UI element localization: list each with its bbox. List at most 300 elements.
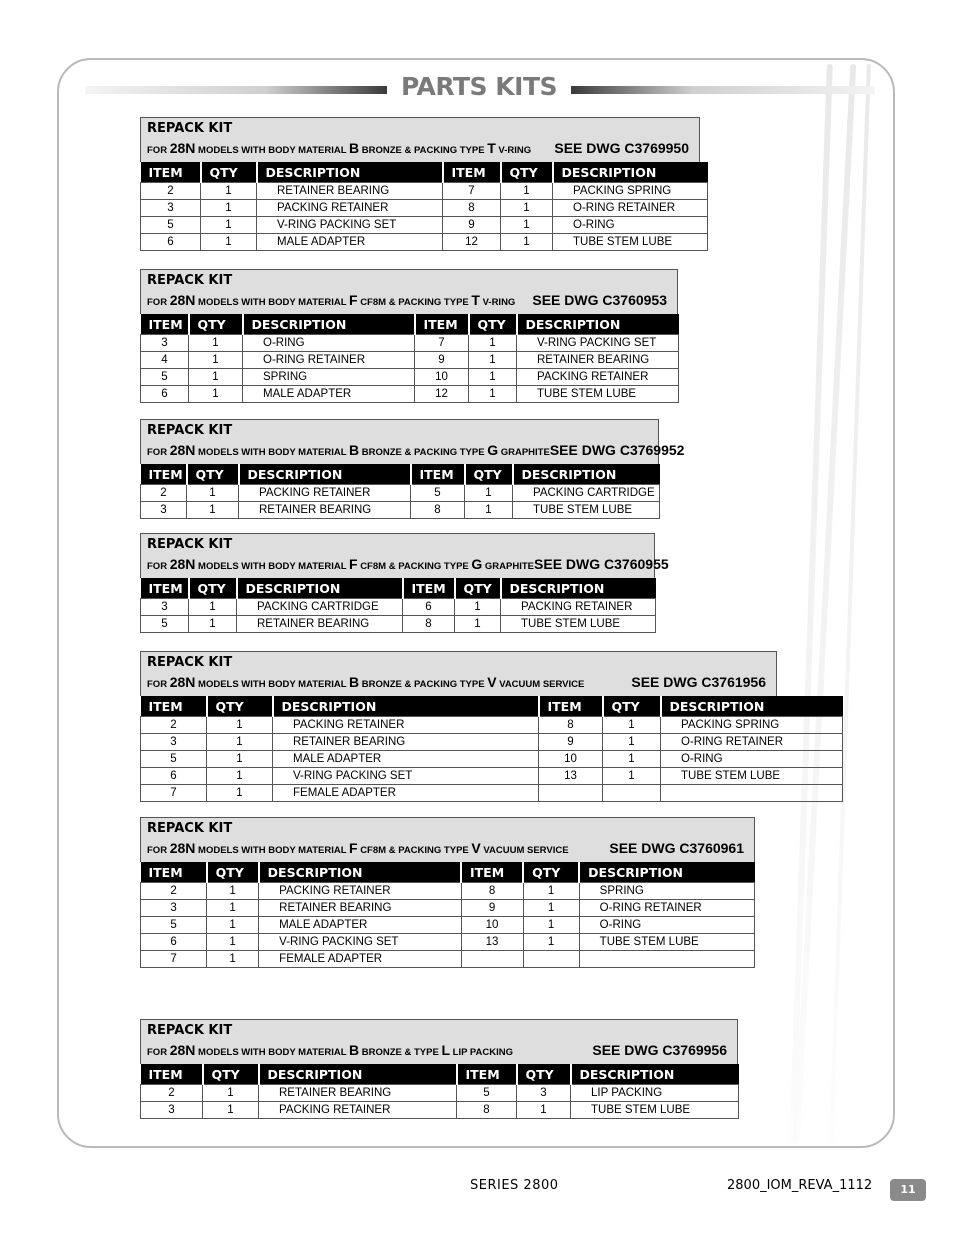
- footer-document-code: 2800_IOM_REVA_1112: [727, 1178, 873, 1193]
- title-band: [85, 72, 875, 106]
- kit-body-material: B: [348, 140, 360, 156]
- table-row: [141, 200, 708, 217]
- repack-kit-table: [140, 419, 685, 519]
- table-cell: 3: [141, 200, 201, 217]
- column-header: QTY: [189, 314, 243, 335]
- table-cell: TUBE STEM LUBE: [579, 934, 754, 951]
- kit-header: [140, 117, 700, 162]
- table-cell: 6: [141, 934, 207, 951]
- column-header: QTY: [187, 464, 239, 485]
- column-header: ITEM: [141, 162, 201, 183]
- table-cell: 1: [469, 335, 517, 352]
- table-cell: 1: [603, 768, 661, 785]
- table-cell: RETAINER BEARING: [237, 616, 403, 633]
- kit-packing-type: V: [487, 674, 497, 690]
- kit-drawing-ref: SEE DWG C3760953: [532, 292, 667, 308]
- table-cell: SPRING: [243, 369, 415, 386]
- table-cell: TUBE STEM LUBE: [553, 234, 708, 251]
- table-cell: 10: [539, 751, 603, 768]
- table-cell: 10: [415, 369, 469, 386]
- table-cell: 1: [501, 234, 553, 251]
- table-cell: [579, 951, 754, 968]
- table-cell: 9: [539, 734, 603, 751]
- column-header: DESCRIPTION: [237, 578, 403, 599]
- table-cell: 1: [469, 352, 517, 369]
- table-row: [141, 183, 708, 200]
- kit-for: FOR: [147, 679, 168, 690]
- table-cell: 1: [465, 485, 513, 502]
- table-cell: [539, 785, 603, 802]
- kit-title: REPACK KIT: [147, 821, 233, 836]
- table-cell: O-RING: [661, 751, 843, 768]
- table-cell: RETAINER BEARING: [273, 734, 539, 751]
- column-header: ITEM: [443, 162, 501, 183]
- column-header: DESCRIPTION: [553, 162, 708, 183]
- kit-subtitle: [147, 292, 671, 314]
- table-cell: O-RING RETAINER: [553, 200, 708, 217]
- table-cell: PACKING RETAINER: [259, 1102, 457, 1119]
- column-header: QTY: [523, 862, 579, 883]
- page-number-badge: 11: [890, 1179, 926, 1201]
- column-header: DESCRIPTION: [273, 696, 539, 717]
- column-header: DESCRIPTION: [513, 464, 660, 485]
- kit-description: [147, 556, 534, 572]
- kit-body-text: MODELS WITH BODY MATERIAL: [198, 845, 347, 856]
- table-cell: PACKING RETAINER: [257, 200, 443, 217]
- kit-packing-type: T: [487, 140, 496, 156]
- table-cell: O-RING: [553, 217, 708, 234]
- table-row: [141, 717, 843, 734]
- kit-packing-type: G: [487, 442, 499, 458]
- column-header: ITEM: [539, 696, 603, 717]
- table-cell: 6: [403, 599, 455, 616]
- kit-packing-text: BRONZE & PACKING TYPE: [361, 145, 485, 156]
- column-header: DESCRIPTION: [579, 862, 754, 883]
- table-cell: 1: [201, 200, 257, 217]
- table-cell: 1: [517, 1102, 571, 1119]
- footer-series: SERIES 2800: [470, 1178, 559, 1193]
- table-cell: MALE ADAPTER: [259, 917, 461, 934]
- kit-subtitle: [147, 442, 685, 464]
- kit-packing-name: VACUUM SERVICE: [483, 845, 569, 856]
- kit-body-text: MODELS WITH BODY MATERIAL: [198, 561, 347, 572]
- table-cell: 7: [415, 335, 469, 352]
- table-cell: 1: [501, 200, 553, 217]
- kit-packing-text: BRONZE & PACKING TYPE: [361, 679, 485, 690]
- table-header-row: [141, 464, 660, 485]
- column-header: ITEM: [415, 314, 469, 335]
- kit-for: FOR: [147, 845, 168, 856]
- table-cell: SPRING: [579, 883, 754, 900]
- table-cell: 8: [443, 200, 501, 217]
- kit-for: FOR: [147, 297, 168, 308]
- table-cell: O-RING RETAINER: [243, 352, 415, 369]
- kit-packing-text: BRONZE & TYPE: [361, 1047, 439, 1058]
- table-cell: 1: [207, 900, 259, 917]
- table-cell: V-RING PACKING SET: [273, 768, 539, 785]
- kit-description: [147, 840, 569, 856]
- table-row: [141, 335, 679, 352]
- table-cell: 9: [461, 900, 523, 917]
- column-header: ITEM: [141, 1064, 203, 1085]
- table-cell: 5: [141, 616, 189, 633]
- kit-body-text: MODELS WITH BODY MATERIAL: [198, 297, 347, 308]
- kit-body-material: F: [348, 840, 358, 856]
- column-header: QTY: [207, 696, 273, 717]
- table-cell: TUBE STEM LUBE: [501, 616, 656, 633]
- column-header: ITEM: [403, 578, 455, 599]
- column-header: QTY: [189, 578, 237, 599]
- title-bar-right: [571, 86, 875, 94]
- table-cell: 1: [207, 917, 259, 934]
- table-cell: PACKING CARTRIDGE: [513, 485, 660, 502]
- table-cell: 1: [455, 616, 501, 633]
- kit-subtitle: [147, 674, 770, 696]
- column-header: DESCRIPTION: [259, 1064, 457, 1085]
- table-row: [141, 1085, 739, 1102]
- table-cell: 1: [207, 934, 259, 951]
- kit-packing-name: GRAPHITE: [500, 447, 550, 458]
- table-row: [141, 951, 755, 968]
- kit-body-material: B: [348, 674, 360, 690]
- kit-header: [140, 817, 755, 862]
- table-cell: LIP PACKING: [571, 1085, 739, 1102]
- table-cell: 1: [189, 386, 243, 403]
- table-cell: RETAINER BEARING: [259, 900, 461, 917]
- kit-body-text: MODELS WITH BODY MATERIAL: [198, 1047, 347, 1058]
- table-cell: V-RING PACKING SET: [257, 217, 443, 234]
- kit-body-text: MODELS WITH BODY MATERIAL: [198, 145, 347, 156]
- table-cell: 3: [141, 734, 207, 751]
- table-cell: MALE ADAPTER: [273, 751, 539, 768]
- parts-table: [140, 1064, 739, 1119]
- kit-packing-text: CF8M & PACKING TYPE: [360, 297, 469, 308]
- kit-subtitle: [147, 140, 693, 162]
- repack-kit-table: [140, 817, 755, 968]
- table-cell: 1: [455, 599, 501, 616]
- kit-for: FOR: [147, 1047, 168, 1058]
- table-header-row: [141, 1064, 739, 1085]
- column-header: DESCRIPTION: [501, 578, 656, 599]
- table-cell: 2: [141, 183, 201, 200]
- repack-kit-table: [140, 533, 669, 633]
- table-cell: TUBE STEM LUBE: [517, 386, 679, 403]
- table-cell: 6: [141, 386, 189, 403]
- kit-title: REPACK KIT: [147, 1023, 233, 1038]
- column-header: DESCRIPTION: [243, 314, 415, 335]
- table-cell: [661, 785, 843, 802]
- table-cell: 8: [403, 616, 455, 633]
- table-cell: 5: [457, 1085, 517, 1102]
- table-header-row: [141, 578, 656, 599]
- table-cell: TUBE STEM LUBE: [661, 768, 843, 785]
- table-row: [141, 768, 843, 785]
- table-row: [141, 1102, 739, 1119]
- kit-packing-text: CF8M & PACKING TYPE: [360, 561, 469, 572]
- table-cell: 1: [523, 900, 579, 917]
- kit-for: FOR: [147, 447, 168, 458]
- table-row: [141, 352, 679, 369]
- table-header-row: [141, 862, 755, 883]
- table-cell: 1: [201, 234, 257, 251]
- kit-drawing-ref: SEE DWG C3769956: [592, 1042, 727, 1058]
- kit-model: 28N: [169, 556, 196, 572]
- column-header: DESCRIPTION: [517, 314, 679, 335]
- table-cell: 1: [501, 183, 553, 200]
- repack-kit-table: [140, 269, 678, 403]
- kit-header: [140, 1019, 738, 1064]
- column-header: QTY: [501, 162, 553, 183]
- table-cell: 6: [141, 768, 207, 785]
- table-cell: 5: [411, 485, 465, 502]
- kit-header: [140, 533, 669, 578]
- table-cell: 1: [207, 734, 273, 751]
- kit-drawing-ref: SEE DWG C3761956: [631, 674, 766, 690]
- table-cell: 1: [207, 768, 273, 785]
- column-header: QTY: [203, 1064, 259, 1085]
- column-header: DESCRIPTION: [257, 162, 443, 183]
- kit-drawing-ref: SEE DWG C3769950: [554, 140, 689, 156]
- column-header: ITEM: [141, 696, 207, 717]
- table-cell: 1: [469, 369, 517, 386]
- table-cell: RETAINER BEARING: [259, 1085, 457, 1102]
- parts-table: [140, 314, 679, 403]
- table-cell: 12: [415, 386, 469, 403]
- table-cell: 12: [443, 234, 501, 251]
- table-cell: 13: [461, 934, 523, 951]
- table-row: [141, 217, 708, 234]
- title-bar-left: [85, 86, 387, 94]
- table-cell: 1: [189, 369, 243, 386]
- kit-header: [140, 651, 777, 696]
- table-row: [141, 785, 843, 802]
- column-header: QTY: [469, 314, 517, 335]
- table-cell: 1: [523, 883, 579, 900]
- table-cell: 3: [517, 1085, 571, 1102]
- kit-drawing-ref: SEE DWG C3760961: [609, 840, 744, 856]
- kit-title: REPACK KIT: [147, 423, 233, 438]
- table-header-row: [141, 314, 679, 335]
- table-cell: 4: [141, 352, 189, 369]
- kit-packing-type: V: [471, 840, 481, 856]
- column-header: ITEM: [141, 464, 187, 485]
- parts-table: [140, 578, 656, 633]
- table-cell: MALE ADAPTER: [257, 234, 443, 251]
- kit-packing-name: VACUUM SERVICE: [499, 679, 585, 690]
- table-row: [141, 934, 755, 951]
- kit-body-material: F: [348, 556, 358, 572]
- column-header: ITEM: [141, 578, 189, 599]
- table-row: [141, 751, 843, 768]
- kit-for: FOR: [147, 145, 168, 156]
- table-cell: O-RING: [579, 917, 754, 934]
- table-cell: 6: [141, 234, 201, 251]
- kit-header: [140, 419, 685, 464]
- table-row: [141, 734, 843, 751]
- table-cell: 1: [603, 734, 661, 751]
- column-header: QTY: [465, 464, 513, 485]
- table-cell: V-RING PACKING SET: [259, 934, 461, 951]
- table-cell: O-RING RETAINER: [579, 900, 754, 917]
- kit-packing-name: GRAPHITE: [484, 561, 535, 572]
- table-cell: 2: [141, 1085, 203, 1102]
- repack-kit-table: [140, 117, 700, 251]
- table-row: [141, 599, 656, 616]
- table-cell: 10: [461, 917, 523, 934]
- parts-table: [140, 696, 843, 802]
- kit-description: [147, 674, 584, 690]
- table-cell: [603, 785, 661, 802]
- table-row: [141, 234, 708, 251]
- table-cell: 3: [141, 335, 189, 352]
- table-cell: 3: [141, 599, 189, 616]
- table-cell: TUBE STEM LUBE: [571, 1102, 739, 1119]
- column-header: QTY: [207, 862, 259, 883]
- table-cell: O-RING: [243, 335, 415, 352]
- table-cell: 1: [465, 502, 513, 519]
- table-cell: 13: [539, 768, 603, 785]
- repack-kit-table: [140, 1019, 738, 1119]
- table-cell: FEMALE ADAPTER: [273, 785, 539, 802]
- table-cell: 1: [501, 217, 553, 234]
- table-cell: MALE ADAPTER: [243, 386, 415, 403]
- table-cell: 7: [141, 785, 207, 802]
- table-cell: 1: [189, 616, 237, 633]
- table-cell: RETAINER BEARING: [257, 183, 443, 200]
- table-row: [141, 900, 755, 917]
- column-header: QTY: [603, 696, 661, 717]
- table-cell: 1: [201, 183, 257, 200]
- column-header: ITEM: [461, 862, 523, 883]
- table-cell: 1: [187, 502, 239, 519]
- repack-kit-table: [140, 651, 784, 802]
- column-header: QTY: [455, 578, 501, 599]
- kit-subtitle: [147, 1042, 731, 1064]
- kit-packing-type: T: [471, 292, 480, 308]
- table-cell: 5: [141, 751, 207, 768]
- kit-body-material: B: [348, 442, 360, 458]
- table-cell: 1: [523, 917, 579, 934]
- table-cell: 5: [141, 217, 201, 234]
- table-row: [141, 917, 755, 934]
- table-cell: 1: [203, 1102, 259, 1119]
- table-cell: 1: [603, 751, 661, 768]
- kit-packing-text: CF8M & PACKING TYPE: [360, 845, 469, 856]
- table-cell: PACKING RETAINER: [517, 369, 679, 386]
- column-header: DESCRIPTION: [239, 464, 411, 485]
- kit-for: FOR: [147, 561, 168, 572]
- table-cell: 8: [461, 883, 523, 900]
- table-cell: PACKING RETAINER: [501, 599, 656, 616]
- kit-packing-text: BRONZE & PACKING TYPE: [361, 447, 485, 458]
- table-cell: 1: [523, 934, 579, 951]
- column-header: DESCRIPTION: [661, 696, 843, 717]
- kit-packing-name: V-RING: [482, 297, 516, 308]
- parts-table: [140, 162, 708, 251]
- table-cell: [461, 951, 523, 968]
- column-header: DESCRIPTION: [571, 1064, 739, 1085]
- table-cell: 7: [141, 951, 207, 968]
- table-cell: 9: [443, 217, 501, 234]
- table-cell: 3: [141, 1102, 203, 1119]
- kit-title: REPACK KIT: [147, 655, 233, 670]
- kit-description: [147, 140, 531, 156]
- kit-subtitle: [147, 556, 669, 578]
- table-cell: 8: [411, 502, 465, 519]
- kit-packing-name: LIP PACKING: [452, 1047, 514, 1058]
- table-cell: PACKING SPRING: [553, 183, 708, 200]
- table-cell: 2: [141, 717, 207, 734]
- table-cell: 1: [189, 352, 243, 369]
- column-header: QTY: [201, 162, 257, 183]
- table-header-row: [141, 162, 708, 183]
- column-header: ITEM: [141, 314, 189, 335]
- kit-drawing-ref: SEE DWG C3760955: [534, 556, 669, 572]
- kit-description: [147, 442, 550, 458]
- table-cell: 1: [207, 883, 259, 900]
- table-row: [141, 883, 755, 900]
- table-cell: 1: [207, 751, 273, 768]
- table-cell: 7: [443, 183, 501, 200]
- table-row: [141, 502, 660, 519]
- table-row: [141, 386, 679, 403]
- table-cell: 1: [207, 785, 273, 802]
- parts-table: [140, 464, 660, 519]
- kit-body-text: MODELS WITH BODY MATERIAL: [198, 447, 347, 458]
- kit-model: 28N: [169, 840, 196, 856]
- kit-packing-type: L: [441, 1042, 451, 1058]
- table-cell: FEMALE ADAPTER: [259, 951, 461, 968]
- kit-model: 28N: [169, 1042, 196, 1058]
- table-cell: RETAINER BEARING: [239, 502, 411, 519]
- kit-model: 28N: [169, 674, 196, 690]
- kit-packing-name: V-RING: [498, 145, 532, 156]
- table-cell: PACKING RETAINER: [273, 717, 539, 734]
- column-header: ITEM: [411, 464, 465, 485]
- column-header: ITEM: [457, 1064, 517, 1085]
- table-cell: 3: [141, 900, 207, 917]
- kit-drawing-ref: SEE DWG C3769952: [549, 442, 685, 458]
- table-cell: 1: [189, 599, 237, 616]
- table-cell: TUBE STEM LUBE: [513, 502, 660, 519]
- kit-body-material: F: [348, 292, 358, 308]
- kit-model: 28N: [169, 442, 196, 458]
- table-cell: 3: [141, 502, 187, 519]
- kit-body-text: MODELS WITH BODY MATERIAL: [198, 679, 347, 690]
- table-cell: 8: [539, 717, 603, 734]
- table-cell: 1: [207, 717, 273, 734]
- table-cell: 1: [187, 485, 239, 502]
- kit-title: REPACK KIT: [147, 121, 233, 136]
- table-header-row: [141, 696, 843, 717]
- kit-subtitle: [147, 840, 748, 862]
- table-cell: V-RING PACKING SET: [517, 335, 679, 352]
- table-cell: O-RING RETAINER: [661, 734, 843, 751]
- table-cell: 1: [189, 335, 243, 352]
- column-header: QTY: [517, 1064, 571, 1085]
- kit-packing-type: G: [471, 556, 483, 572]
- parts-table: [140, 862, 755, 968]
- column-header: ITEM: [141, 862, 207, 883]
- kit-body-material: B: [348, 1042, 360, 1058]
- table-cell: PACKING RETAINER: [259, 883, 461, 900]
- table-cell: RETAINER BEARING: [517, 352, 679, 369]
- kit-header: [140, 269, 678, 314]
- kit-model: 28N: [169, 140, 196, 156]
- table-cell: PACKING CARTRIDGE: [237, 599, 403, 616]
- table-cell: PACKING SPRING: [661, 717, 843, 734]
- page-title: PARTS KITS: [401, 72, 557, 101]
